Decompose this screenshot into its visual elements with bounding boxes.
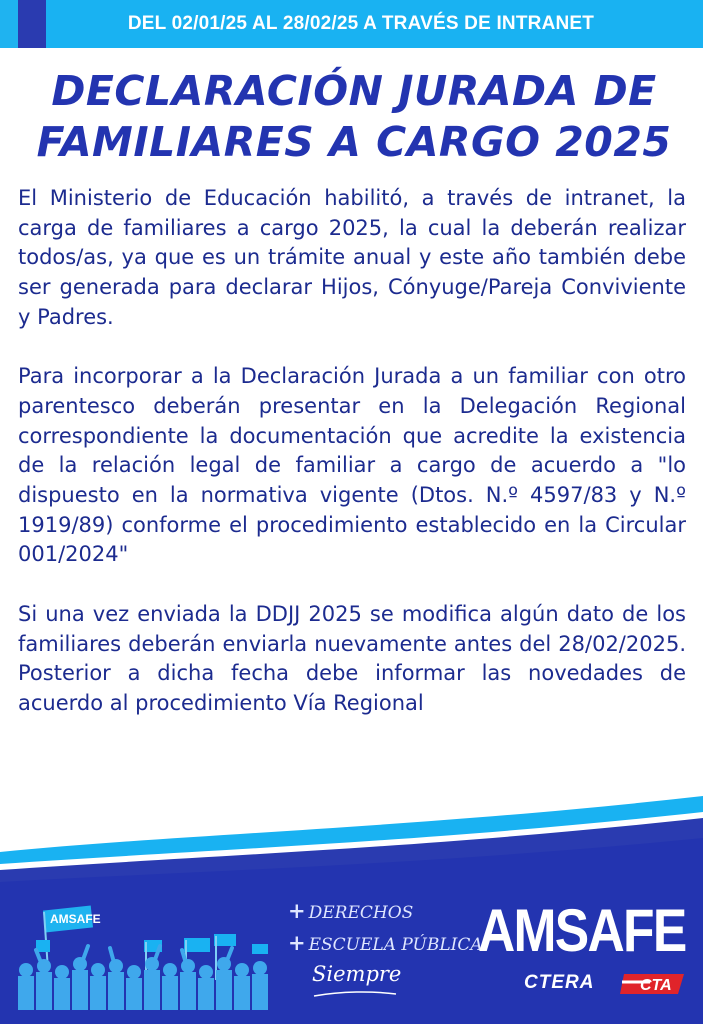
slogan-escuela-publica: ESCUELA PÚBLICA — [308, 935, 483, 955]
banner-accent-stripe — [0, 0, 18, 48]
amsafe-logo-text: AMSAFE — [478, 897, 686, 964]
crowd-flag-label: AMSAFE — [50, 912, 101, 926]
plus-icon: + — [288, 930, 306, 955]
slogan-siempre: Siempre — [312, 962, 402, 986]
title-line-2: FAMILIARES A CARGO 2025 — [36, 118, 672, 166]
paragraph-2: Para incorporar a la Declaración Jurada a un familiar con otro parentesco deberán presentar en la Delegación Regional correspondiente la documentación que acredite la existencia de la relación legal de familiar a cargo de acuerdo a "lo dispuesto en la normativa vigente (Dtos. N.º 4597/83 y N.º 1919/89) conforme el procedimiento establecido en la Circular 001/2024" — [18, 364, 686, 567]
slogan-derechos: DERECHOS — [308, 903, 414, 923]
ctera-logo-text: CTERA — [524, 972, 595, 993]
cta-logo-text: CTA — [640, 977, 672, 994]
paragraph-3: Si una vez enviada la DDJJ 2025 se modifica algún dato de los familiares deberán enviarla nuevamente antes del 28/02/2025. Posterior a dicha fecha debe informar las novedades de acuerdo al procedimiento Vía Regional — [18, 601, 686, 715]
paragraph-1: El Ministerio de Educación habilitó, a través de intranet, la carga de familiares a cargo 2025, la cual la deberán realizar todos/as, ya que es un trámite anual y este año también debe ser generada para declarar Hijos, Cónyuge/Pareja Conviviente y Padres. — [18, 186, 686, 329]
body-content — [18, 184, 686, 748]
slogan-line-2 — [288, 930, 483, 955]
slogan-underline — [312, 990, 398, 998]
cta-logo — [620, 970, 686, 996]
page-title — [18, 66, 690, 168]
slogan-line-1 — [288, 898, 413, 923]
top-banner — [0, 0, 703, 48]
title-line-1: DECLARACIÓN JURADA DE — [51, 67, 657, 115]
amsafe-logo — [478, 898, 692, 1008]
plus-icon: + — [288, 898, 306, 923]
banner-text: DEL 02/01/25 AL 28/02/25 A TRAVÉS DE INTRANET — [127, 13, 595, 34]
